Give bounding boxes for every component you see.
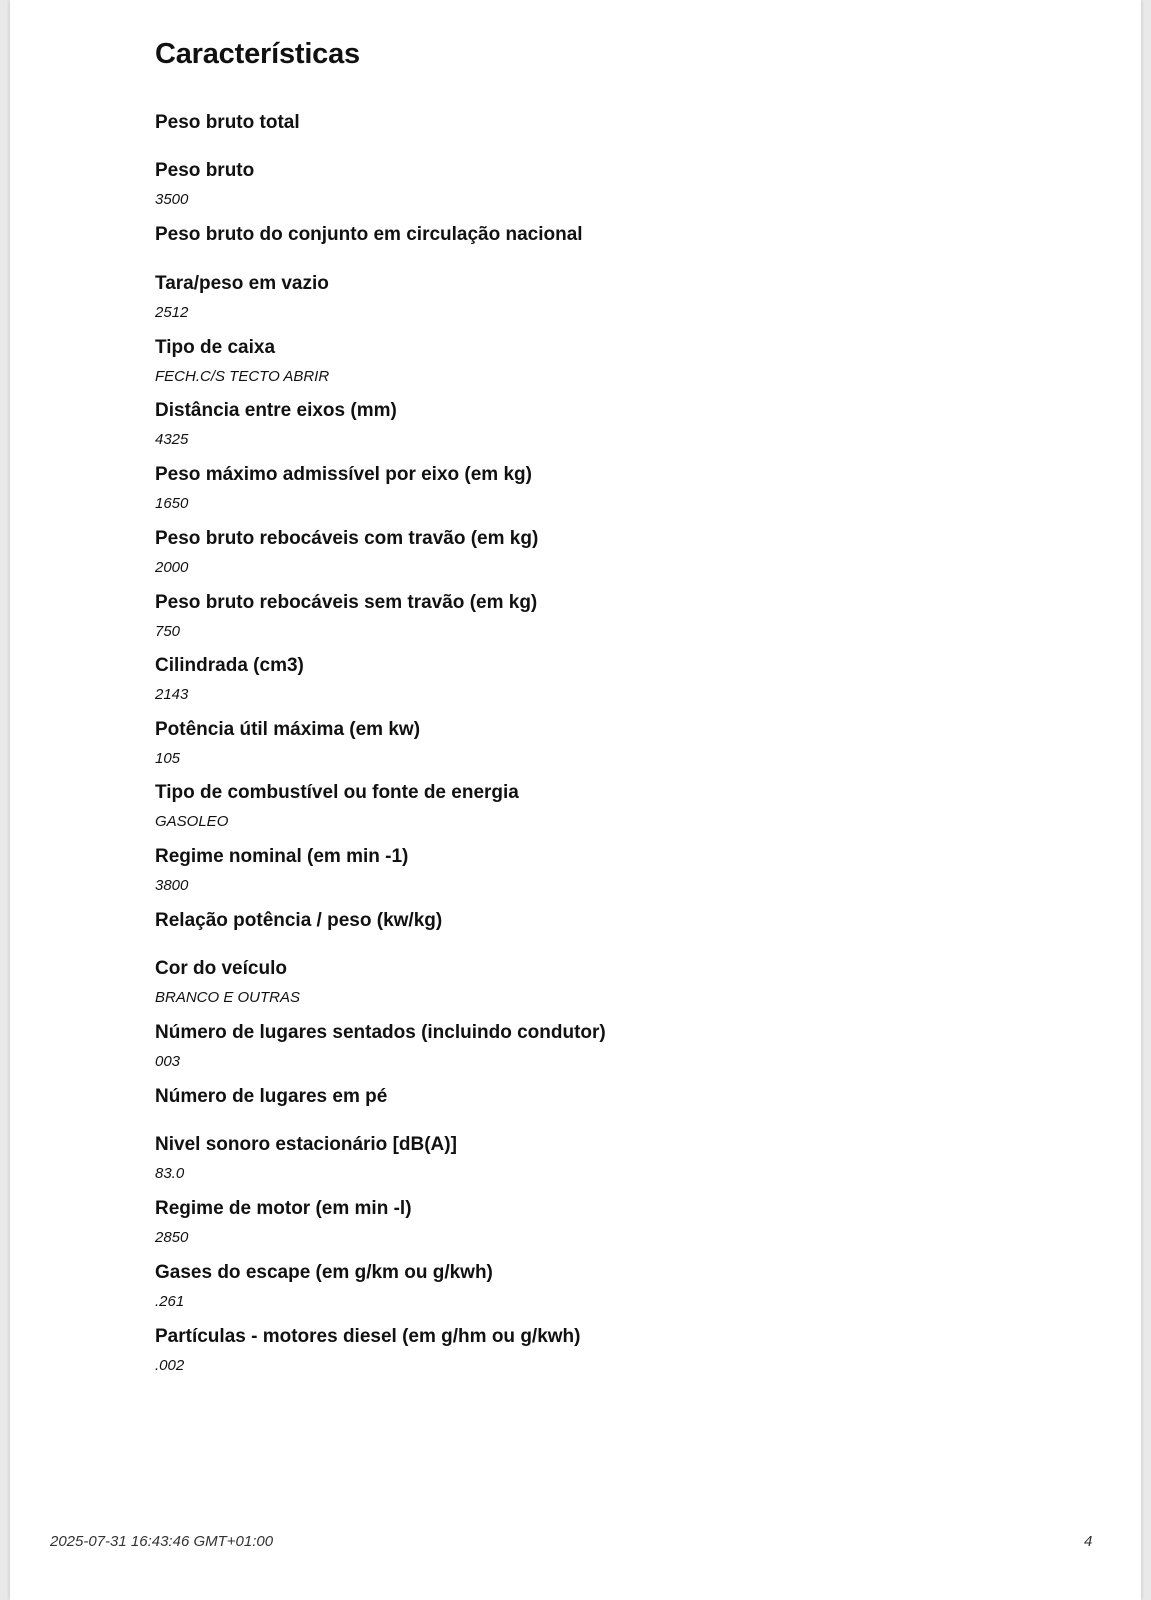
- field-cilindrada: [155, 655, 304, 704]
- field-label: Peso bruto total: [155, 112, 300, 133]
- field-nivel-sonoro: [155, 1134, 457, 1183]
- field-label: Potência útil máxima (em kw): [155, 719, 421, 740]
- field-regime-motor: [155, 1198, 412, 1247]
- field-value: .002: [155, 1357, 185, 1374]
- field-label: Regime de motor (em min -l): [155, 1198, 412, 1219]
- field-particulas: [155, 1326, 580, 1375]
- footer-page-number: 4: [1084, 1533, 1093, 1550]
- page-title: Características: [155, 38, 360, 70]
- field-label: Tipo de combustível ou fonte de energia: [155, 782, 519, 803]
- field-label: Regime nominal (em min -1): [155, 846, 409, 867]
- field-peso-bruto-total: [155, 112, 300, 134]
- field-rebocaveis-sem-travao: [155, 592, 537, 641]
- field-peso-maximo-eixo: [155, 464, 532, 513]
- field-value: FECH.C/S TECTO ABRIR: [155, 368, 330, 385]
- field-tara: [155, 273, 329, 322]
- field-label: Peso máximo admissível por eixo (em kg): [155, 464, 532, 485]
- field-label: Tara/peso em vazio: [155, 273, 329, 294]
- field-label: Peso bruto: [155, 160, 255, 181]
- field-label: Nivel sonoro estacionário [dB(A)]: [155, 1134, 457, 1155]
- field-value: 003: [155, 1053, 181, 1070]
- field-value: 750: [155, 623, 181, 640]
- field-label: Número de lugares sentados (incluindo condutor): [155, 1022, 606, 1043]
- field-label: Relação potência / peso (kw/kg): [155, 910, 443, 931]
- field-cor-veiculo: [155, 958, 300, 1007]
- field-peso-bruto-conjunto: [155, 224, 583, 246]
- field-value: 3800: [155, 877, 189, 894]
- field-label: Cilindrada (cm3): [155, 655, 304, 676]
- field-label: Cor do veículo: [155, 958, 287, 979]
- field-label: Peso bruto rebocáveis com travão (em kg): [155, 528, 539, 549]
- field-distancia-eixos: [155, 400, 397, 449]
- field-label: Tipo de caixa: [155, 337, 276, 358]
- field-value: 2143: [155, 686, 189, 703]
- field-lugares-sentados: [155, 1022, 606, 1071]
- field-relacao-potencia-peso: [155, 910, 442, 932]
- field-potencia-util: [155, 719, 420, 768]
- field-tipo-combustivel: [155, 782, 519, 831]
- field-label: Peso bruto rebocáveis sem travão (em kg): [155, 592, 538, 613]
- field-value: 2850: [155, 1229, 189, 1246]
- field-peso-bruto: [155, 160, 254, 209]
- field-label: Partículas - motores diesel (em g/hm ou g/kwh): [155, 1326, 581, 1347]
- field-value: 2000: [155, 559, 189, 576]
- field-regime-nominal: [155, 846, 408, 895]
- field-value: 3500: [155, 191, 189, 208]
- field-value: GASOLEO: [155, 813, 229, 830]
- field-value: BRANCO E OUTRAS: [155, 989, 301, 1006]
- field-value: 2512: [155, 304, 189, 321]
- field-value: .261: [155, 1293, 185, 1310]
- field-label: Distância entre eixos (mm): [155, 400, 397, 421]
- field-value: 105: [155, 750, 181, 767]
- field-value: 1650: [155, 495, 189, 512]
- footer-timestamp: 2025-07-31 16:43:46 GMT+01:00: [50, 1533, 274, 1550]
- field-rebocaveis-com-travao: [155, 528, 538, 577]
- field-lugares-em-pe: [155, 1086, 387, 1108]
- field-value: 4325: [155, 431, 189, 448]
- field-label: Peso bruto do conjunto em circulação nacional: [155, 224, 583, 245]
- document-page: [10, 0, 1141, 1600]
- field-label: Número de lugares em pé: [155, 1086, 388, 1107]
- field-label: Gases do escape (em g/km ou g/kwh): [155, 1262, 493, 1283]
- field-gases-escape: [155, 1262, 493, 1311]
- field-value: 83.0: [155, 1165, 185, 1182]
- field-tipo-caixa: [155, 337, 329, 386]
